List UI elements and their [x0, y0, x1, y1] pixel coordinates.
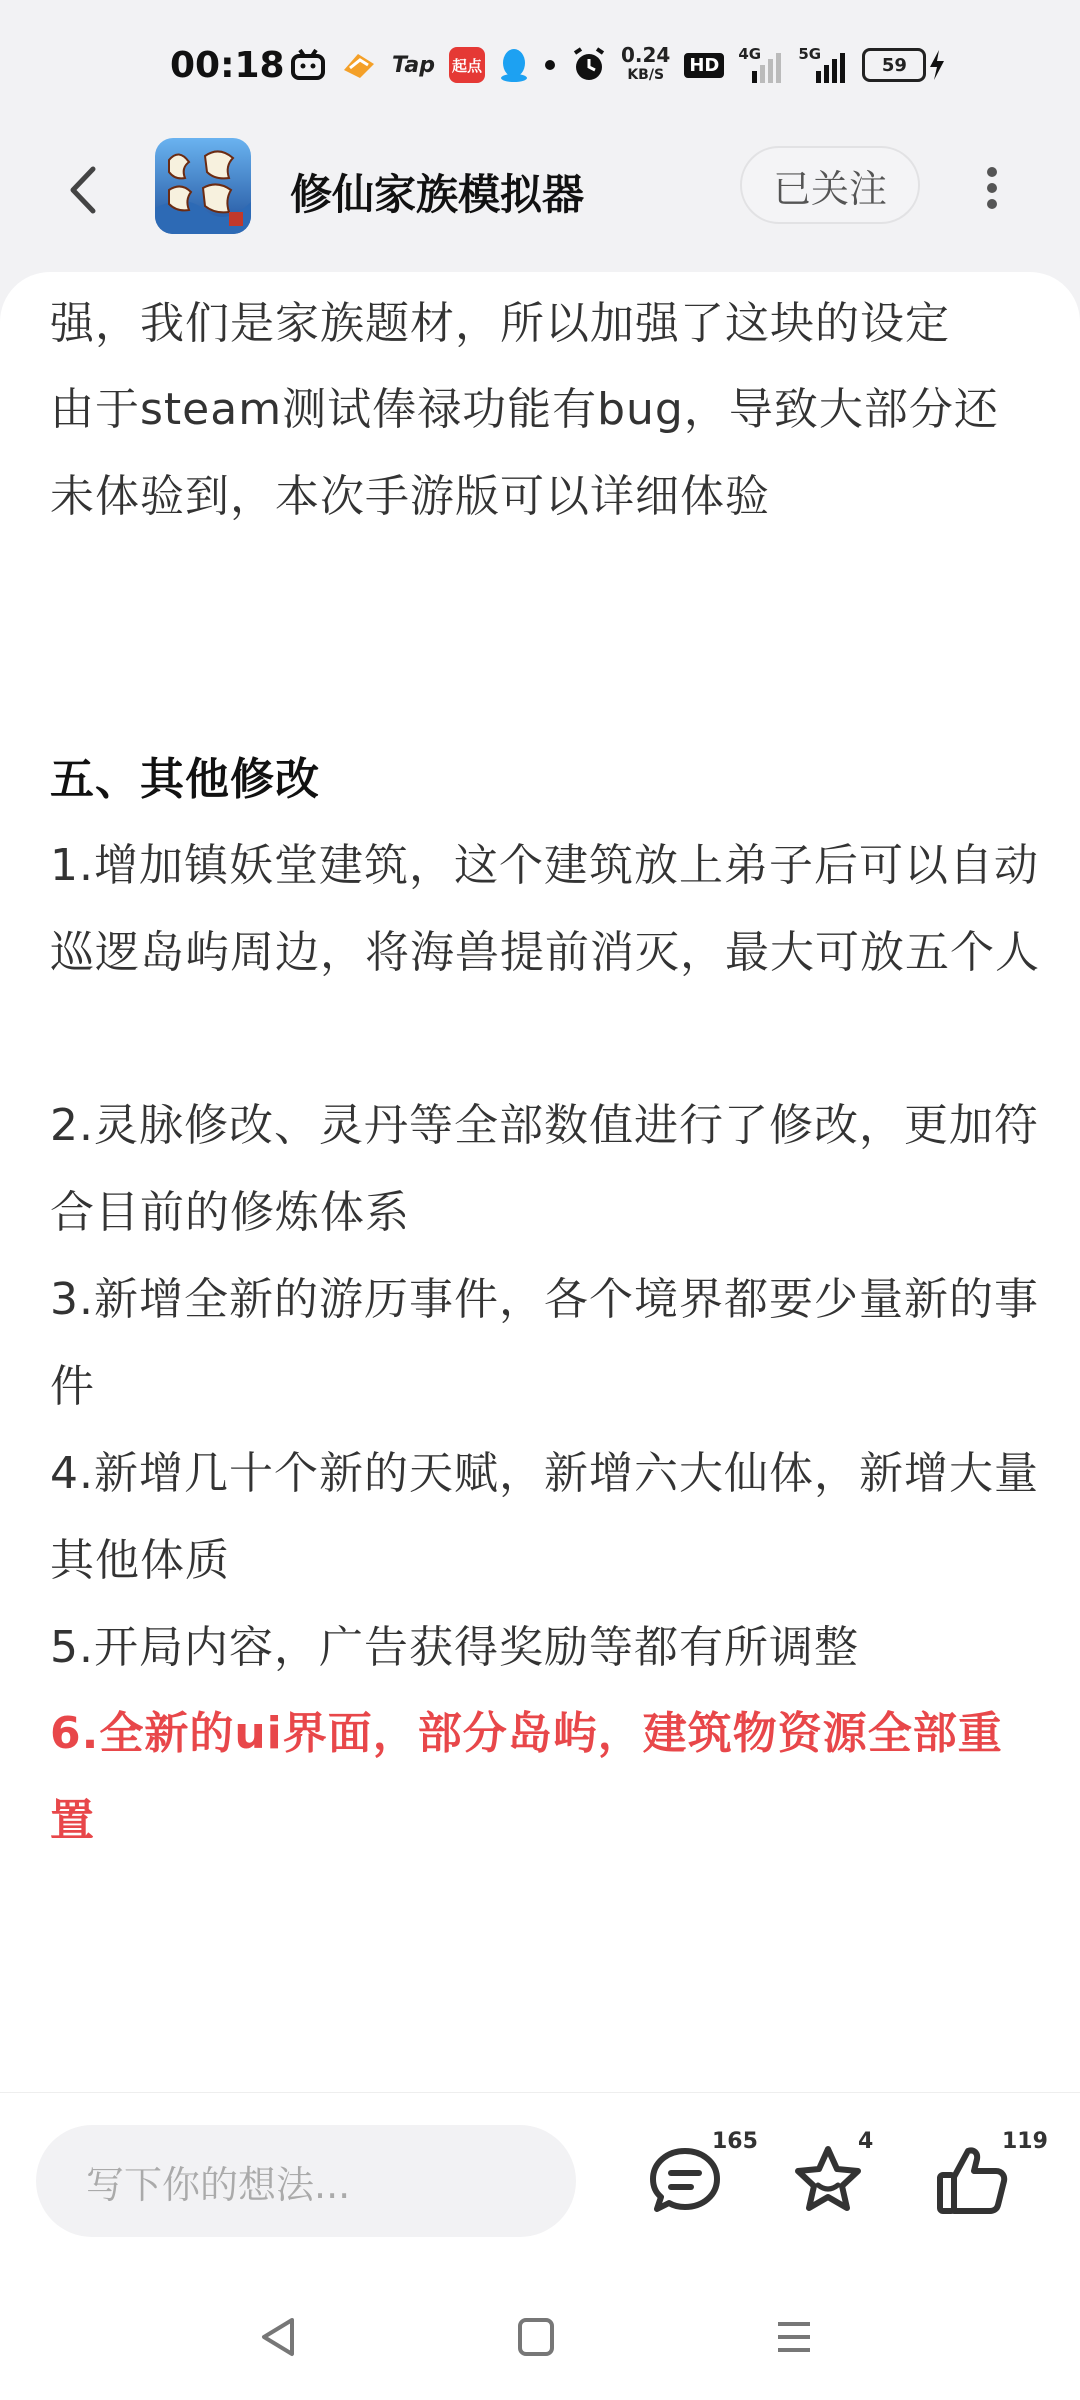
like-count: 119	[1002, 2129, 1048, 2154]
favorite-count: 4	[858, 2129, 874, 2154]
status-icons	[290, 42, 948, 88]
net-speed	[621, 45, 670, 85]
hd-icon: HD	[684, 45, 724, 85]
list-item: 3.新增全新的游历事件，各个境界都要少量新的事件	[50, 1274, 1039, 1412]
more-vertical-icon	[972, 160, 1012, 216]
bilibili-icon	[290, 45, 326, 85]
signal-5g-icon: 5G	[798, 45, 848, 85]
like-button[interactable]	[932, 2139, 1012, 2223]
follow-button[interactable]: 已关注	[740, 146, 920, 224]
game-icon[interactable]	[155, 138, 251, 234]
chevron-left-icon	[55, 155, 115, 225]
list-item: 1.增加镇妖堂建筑，这个建筑放上弟子后可以自动巡逻岛屿周边，将海兽提前消灭，最大可放五个人	[50, 840, 1040, 978]
list-item: 2.灵脉修改、灵丹等全部数值进行了修改，更加符合目前的修炼体系	[50, 1100, 1039, 1238]
signal-4g-icon: 4G	[738, 45, 784, 85]
battery-icon: 59	[862, 45, 948, 85]
list-item: 4.新增几十个新的天赋，新增六大仙体，新增大量其他体质	[50, 1448, 1039, 1586]
nav-home-icon[interactable]	[516, 2316, 556, 2358]
qidian-icon: 起点	[449, 45, 485, 85]
status-bar	[0, 0, 1080, 135]
thumbs-up-icon	[932, 2139, 1012, 2223]
star-icon	[788, 2139, 868, 2223]
back-button[interactable]	[55, 155, 115, 225]
favorite-button[interactable]	[788, 2139, 868, 2223]
xianyu-icon	[340, 45, 378, 85]
comment-count: 165	[712, 2129, 758, 2154]
alarm-icon	[571, 45, 607, 85]
qq-icon	[499, 45, 529, 85]
dot-icon	[543, 45, 557, 85]
status-time: 00:18	[170, 45, 285, 86]
bottom-action-bar	[0, 2092, 1080, 2273]
list-item: 5.开局内容，广告获得奖励等都有所调整	[50, 1622, 859, 1673]
net-speed-value: 0.24	[621, 43, 671, 67]
article-paragraph: 强，我们是家族题材，所以加强了这块的设定	[50, 298, 950, 349]
list-item-highlight: 6.全新的ui界面，部分岛屿，建筑物资源全部重置	[50, 1708, 1003, 1846]
article-body	[0, 272, 1080, 2092]
nav-menu-icon[interactable]	[774, 2316, 814, 2358]
net-speed-unit: KB/S	[627, 67, 665, 83]
nav-back-icon[interactable]	[256, 2312, 300, 2362]
comment-input[interactable]: 写下你的想法...	[36, 2125, 576, 2237]
more-button[interactable]	[972, 160, 1012, 216]
section-heading: 五、其他修改	[50, 754, 320, 805]
page-title: 修仙家族模拟器	[290, 170, 585, 219]
taptap-icon: Tap	[392, 52, 435, 78]
system-nav-bar	[0, 2272, 1080, 2400]
article-paragraph: 由于steam测试俸禄功能有bug，导致大部分还未体验到，本次手游版可以详细体验	[50, 384, 999, 522]
